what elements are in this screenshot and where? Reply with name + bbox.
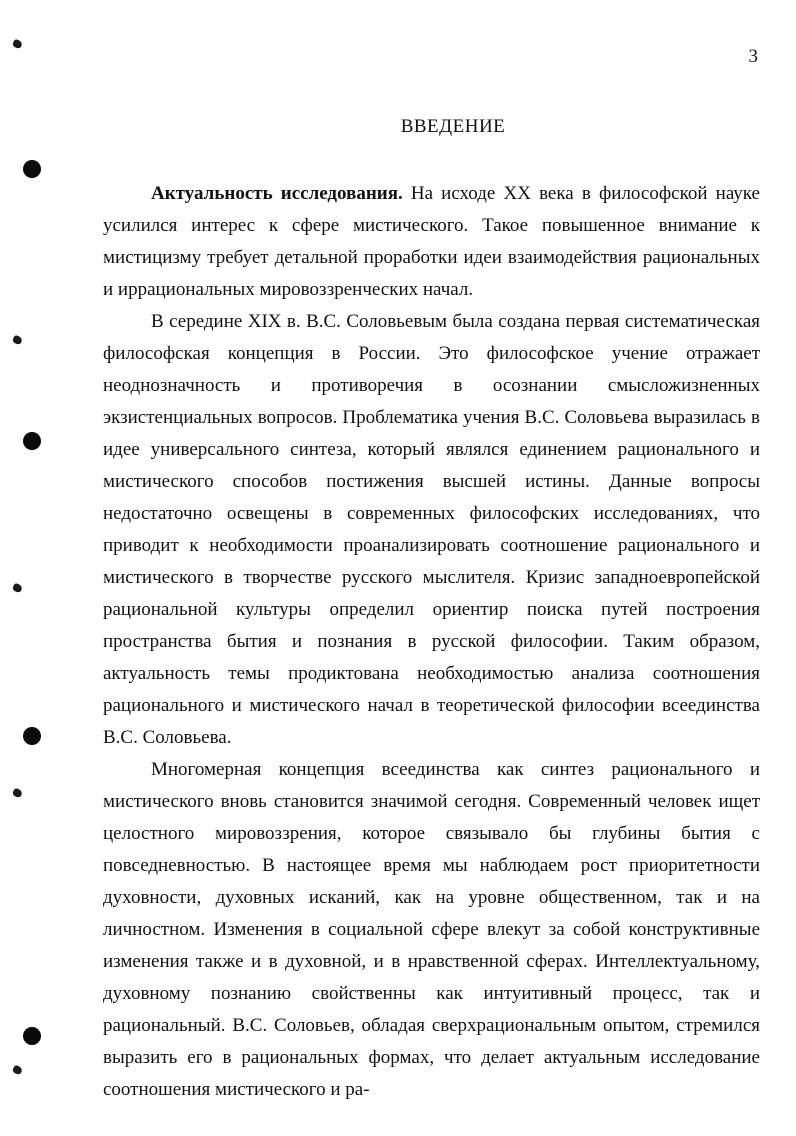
page-title: ВВЕДЕНИЕ	[400, 116, 506, 137]
paragraph-relevance	[103, 178, 760, 306]
punch-hole	[23, 432, 41, 450]
scan-speck	[12, 582, 24, 593]
page-number: 3	[748, 46, 758, 67]
paragraph-solovyov-concept: В середине XIX в. B.C. Соловьевым была создана первая систематическая философская концепция в России. Это философское учение отражает неоднозначность и противоречия в осознании смысложизненных экзистенциальных вопросов. Проблематика учения B.C. Соловьева выразилась в идее универсального синтеза, который являлся единением рационального и мистического способов постижения высшей истины. Данные вопросы недостаточно освещены в современных философских исследованиях, что приводит к необходимости проанализировать соотношение рационального и мистического в творчестве русского мыслителя. Кризис западноевропейской рациональной культуры определил ориентир поиска путей построения пространства бытия и познания в русской философии. Таким образом, актуальность темы продиктована необходимостью анализа соотношения рационального и мистического начал в теоретической философии всеединства B.C. Соловьева.	[103, 311, 760, 748]
punch-hole	[23, 1027, 41, 1045]
paragraph-multidimensional-concept: Многомерная концепция всеединства как синтез рационального и мистического вновь становится значимой сегодня. Современный человек ищет целостного мировоззрения, которое связывало бы глубины бытия с повседневностью. В настоящее время мы наблюдаем рост приоритетности духовности, духовных исканий, как на уровне общественном, так и на личностном. Изменения в социальной сфере влекут за собой конструктивные изменения также и в духовной, и в нравственной сферах. Интеллектуальному, духовному познанию свойственны как интуитивный процесс, так и рациональный. B.C. Соловьев, обладая сверхрациональным опытом, стремился выразить его в рациональных формах, что делает актуальным исследование соотношения мистического и ра-	[103, 759, 760, 1100]
punch-hole	[23, 160, 41, 178]
scan-speck	[12, 787, 24, 798]
scan-speck	[12, 1064, 24, 1075]
scan-speck	[12, 334, 24, 345]
paragraph-text: На исходе XX века в философской науке усилился интерес к сфере мистического. Такое повышенное внимание к мистицизму требует детальной проработки идеи взаимодействия рациональных и иррациональных мировоззренческих начал.	[103, 183, 760, 300]
scan-speck	[12, 38, 24, 49]
punch-hole	[23, 727, 41, 745]
document-body	[103, 178, 760, 1106]
paragraph-lead-heading: Актуальность исследования.	[151, 183, 403, 204]
